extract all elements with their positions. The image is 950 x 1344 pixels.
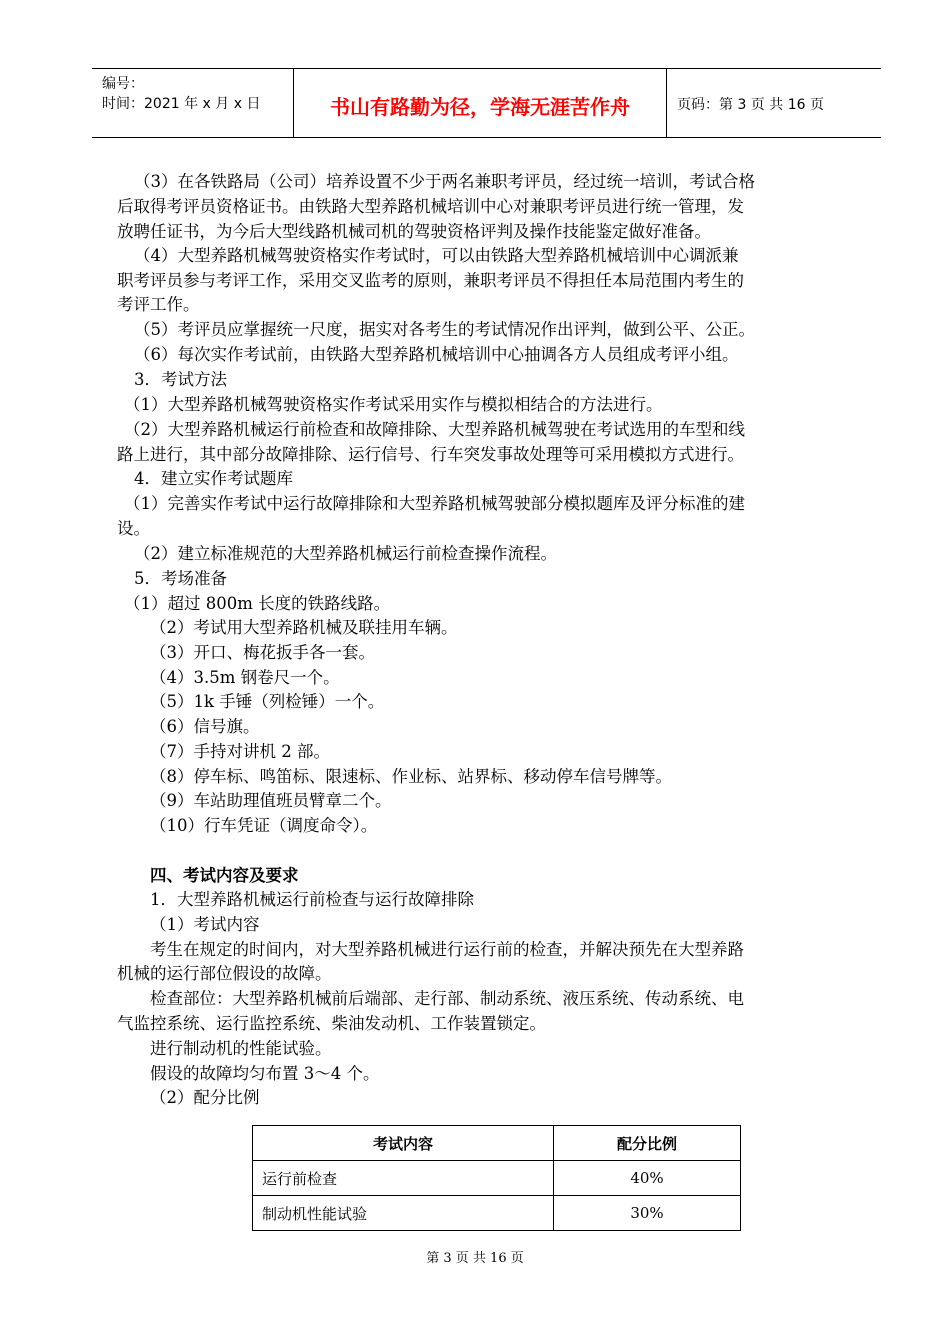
section-heading: 4．建立实作考试题库 bbox=[134, 469, 293, 488]
text-line: 考生在规定的时间内，对大型养路机械进行运行前的检查，并解决预先在大型养路 bbox=[150, 940, 744, 959]
table-header-cell: 配分比例 bbox=[554, 1126, 741, 1161]
time-label: 时间：2021 年 x 月 x 日 bbox=[102, 96, 261, 112]
table-cell: 40% bbox=[554, 1161, 741, 1196]
number-label: 编号： bbox=[102, 76, 144, 92]
table-cell: 30% bbox=[554, 1196, 741, 1231]
section-heading: 5．考场准备 bbox=[134, 569, 227, 588]
text-line: （2）配分比例 bbox=[150, 1088, 260, 1107]
text-line: （5）考评员应掌握统一尺度，据实对各考生的考试情况作出评判，做到公平、公正。 bbox=[134, 320, 755, 339]
table-row bbox=[253, 1161, 741, 1196]
list-item: （3）开口、梅花扳手各一套。 bbox=[150, 643, 375, 662]
text-line: （1）大型养路机械驾驶资格实作考试采用实作与模拟相结合的方法进行。 bbox=[124, 395, 663, 414]
text-line: 放聘任证书，为今后大型线路机械司机的驾驶资格评判及操作技能鉴定做好准备。 bbox=[117, 222, 711, 241]
list-item: （6）信号旗。 bbox=[150, 717, 260, 736]
text-line: 路上进行，其中部分故障排除、运行信号、行车突发事故处理等可采用模拟方式进行。 bbox=[117, 445, 744, 464]
list-item: （1）超过 800m 长度的铁路线路。 bbox=[124, 594, 391, 613]
list-item: （7）手持对讲机 2 部。 bbox=[150, 742, 330, 761]
text-line: 进行制动机的性能试验。 bbox=[150, 1039, 332, 1058]
table-header-cell: 考试内容 bbox=[253, 1126, 554, 1161]
text-line: 职考评员参与考评工作，采用交叉监考的原则，兼职考评员不得担任本局范围内考生的 bbox=[117, 271, 744, 290]
motto: 书山有路勤为径，学海无涯苦作舟 bbox=[330, 95, 630, 119]
section-heading: 3．考试方法 bbox=[134, 370, 227, 389]
text-line: 假设的故障均匀布置 3～4 个。 bbox=[150, 1064, 380, 1083]
section-heading: 1．大型养路机械运行前检查与运行故障排除 bbox=[150, 890, 474, 909]
text-line: （1）考试内容 bbox=[150, 915, 260, 934]
table-cell: 制动机性能试验 bbox=[253, 1196, 554, 1231]
header-motto-cell bbox=[294, 69, 667, 137]
text-line: 机械的运行部位假设的故障。 bbox=[117, 964, 332, 983]
text-line: （2）大型养路机械运行前检查和故障排除、大型养路机械驾驶在考试选用的车型和线 bbox=[124, 420, 745, 439]
text-line: （4）大型养路机械驾驶资格实作考试时，可以由铁路大型养路机械培训中心调派兼 bbox=[134, 246, 739, 265]
list-item: （10）行车凭证（调度命令）。 bbox=[150, 816, 378, 835]
text-line: 气监控系统、运行监控系统、柴油发动机、工作装置锁定。 bbox=[117, 1014, 546, 1033]
page-label: 页码：第 3 页 共 16 页 bbox=[677, 97, 824, 113]
list-item: （9）车站助理值班员臂章二个。 bbox=[150, 791, 392, 810]
text-line: 设。 bbox=[117, 519, 150, 538]
table-cell: 运行前检查 bbox=[253, 1161, 554, 1196]
list-item: （2）考试用大型养路机械及联挂用车辆。 bbox=[150, 618, 458, 637]
table-row bbox=[253, 1196, 741, 1231]
text-line: （3）在各铁路局（公司）培养设置不少于两名兼职考评员，经过统一培训，考试合格 bbox=[134, 172, 755, 191]
page-header bbox=[92, 68, 881, 138]
page-footer: 第 3 页 共 16 页 bbox=[426, 1251, 524, 1266]
text-line: （6）每次实作考试前，由铁路大型养路机械培训中心抽调各方人员组成考评小组。 bbox=[134, 345, 739, 364]
list-item: （4）3.5m 钢卷尺一个。 bbox=[150, 668, 340, 687]
text-line: （1）完善实作考试中运行故障排除和大型养路机械驾驶部分模拟题库及评分标准的建 bbox=[124, 494, 745, 513]
text-line: 后取得考评员资格证书。由铁路大型养路机械培训中心对兼职考评员进行统一管理，发 bbox=[117, 197, 744, 216]
chapter-heading: 四、考试内容及要求 bbox=[150, 866, 299, 885]
list-item: （8）停车标、鸣笛标、限速标、作业标、站界标、移动停车信号牌等。 bbox=[150, 767, 672, 786]
text-line: 检查部位：大型养路机械前后端部、走行部、制动系统、液压系统、传动系统、电 bbox=[150, 989, 744, 1008]
text-line: 考评工作。 bbox=[117, 295, 200, 314]
score-table bbox=[252, 1125, 741, 1231]
header-meta-cell bbox=[92, 69, 294, 137]
table-header-row bbox=[253, 1126, 741, 1161]
text-line: （2）建立标准规范的大型养路机械运行前检查操作流程。 bbox=[134, 544, 557, 563]
list-item: （5）1k 手锤（列检锤）一个。 bbox=[150, 692, 385, 711]
header-page-cell bbox=[667, 69, 881, 137]
